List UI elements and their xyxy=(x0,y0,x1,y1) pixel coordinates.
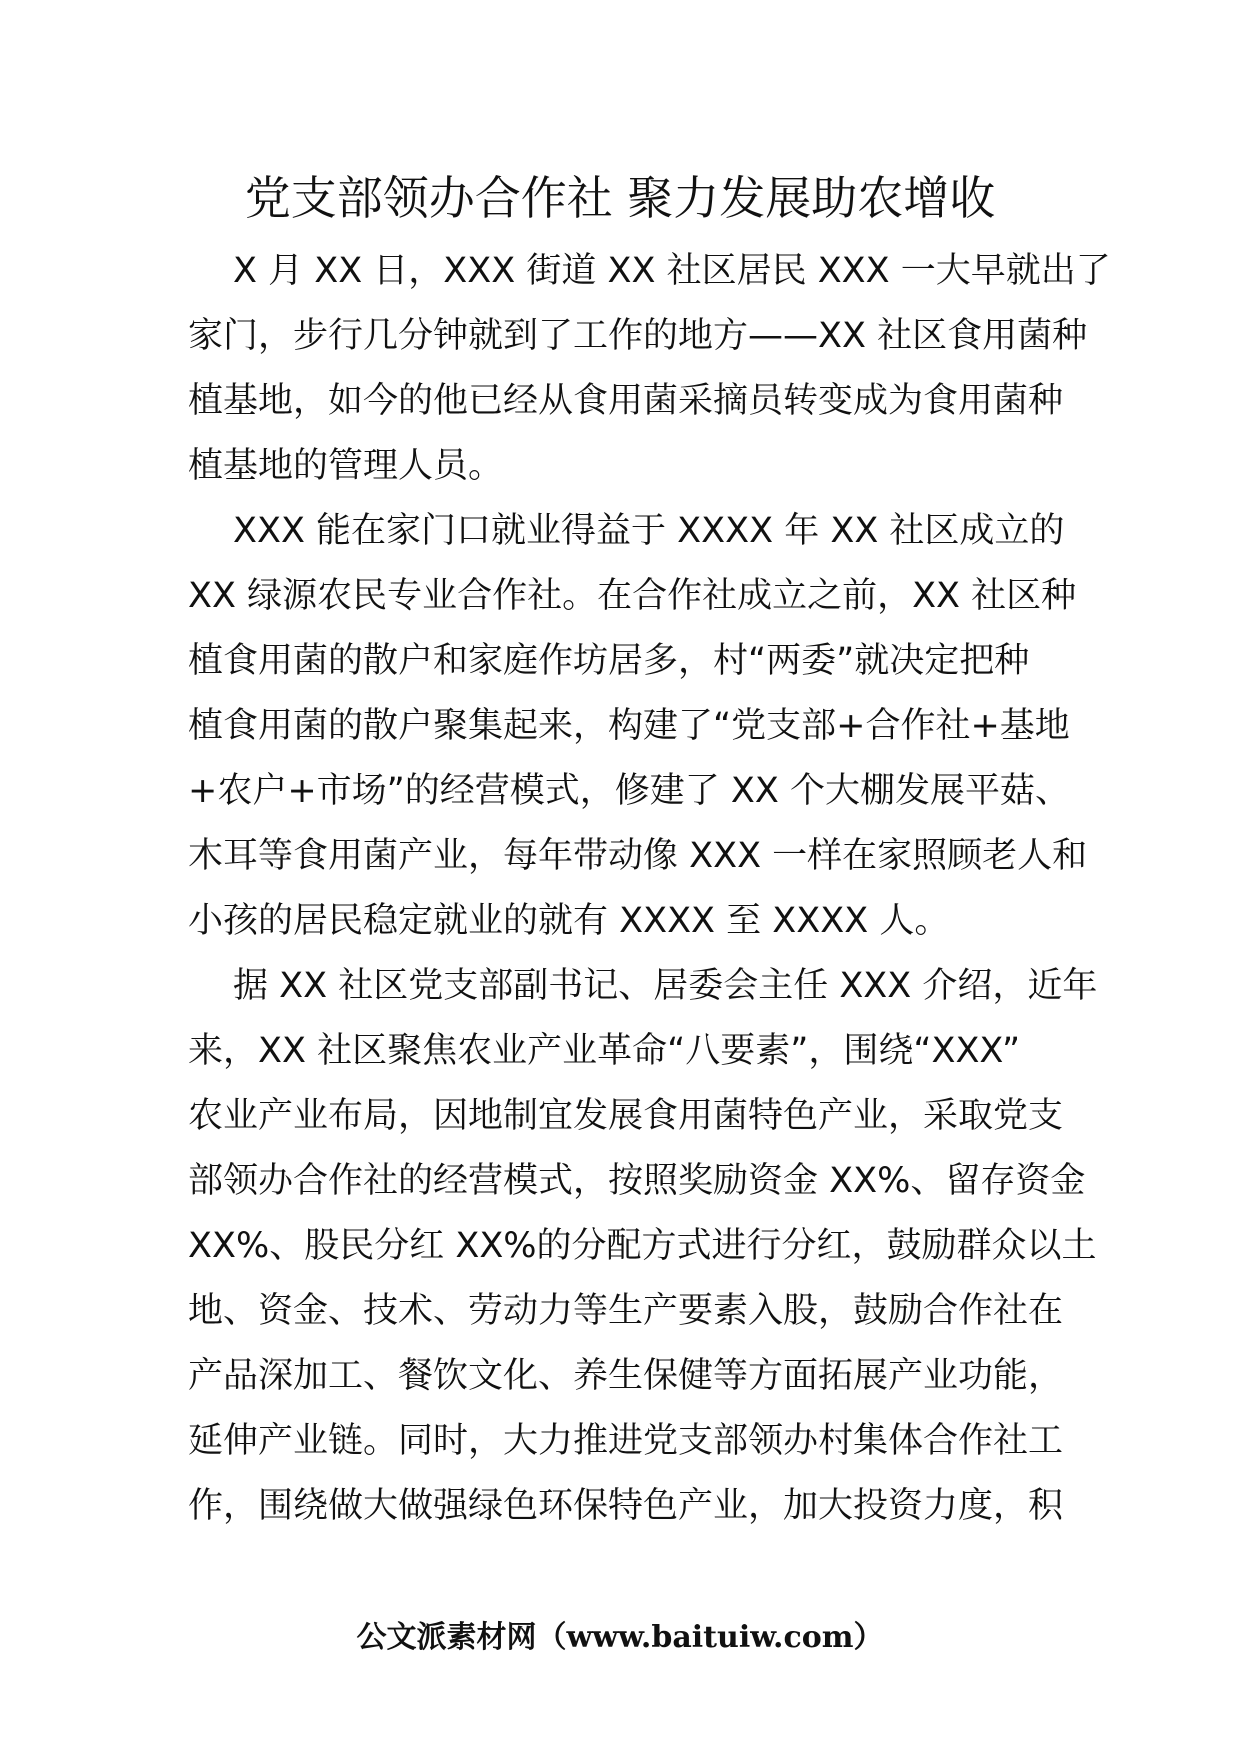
body-line: 植基地的管理人员。 xyxy=(188,446,504,486)
body-line: 产品深加工、餐饮文化、养生保健等方面拓展产业功能， xyxy=(188,1356,1064,1396)
body-line: X 月 XX 日，XXX 街道 XX 社区居民 XXX 一大早就出了 xyxy=(233,251,1111,291)
body-line: 植食用菌的散户和家庭作坊居多，村“两委”就决定把种 xyxy=(188,641,1030,681)
body-line: 地、资金、技术、劳动力等生产要素入股，鼓励合作社在 xyxy=(188,1291,1064,1331)
body-line: 据 XX 社区党支部副书记、居委会主任 XXX 介绍，近年 xyxy=(233,966,1098,1006)
body-line: XX%、股民分红 XX%的分配方式进行分红，鼓励群众以土 xyxy=(188,1226,1097,1266)
footer-watermark-text: 公文派素材网（www.baituiw.com） xyxy=(356,1620,884,1655)
body-line: 来，XX 社区聚焦农业产业革命“八要素”，围绕“XXX” xyxy=(188,1031,1021,1071)
body-line: 家门，步行几分钟就到了工作的地方——XX 社区食用菌种 xyxy=(188,316,1088,356)
body-line: XX 绿源农民专业合作社。在合作社成立之前，XX 社区种 xyxy=(188,576,1077,616)
body-line: 小孩的居民稳定就业的就有 XXXX 至 XXXX 人。 xyxy=(188,901,950,941)
body-line: 木耳等食用菌产业，每年带动像 XXX 一样在家照顾老人和 xyxy=(188,836,1088,876)
body-line: 延伸产业链。同时，大力推进党支部领办村集体合作社工 xyxy=(188,1421,1064,1461)
body-line: 农业产业布局，因地制宜发展食用菌特色产业，采取党支 xyxy=(188,1096,1064,1136)
body-line: XXX 能在家门口就业得益于 XXXX 年 XX 社区成立的 xyxy=(233,511,1065,551)
document-title: 党支部领办合作社 聚力发展助农增收 xyxy=(244,171,996,225)
body-line: 植基地，如今的他已经从食用菌采摘员转变成为食用菌种 xyxy=(188,381,1064,421)
body-line: 作，围绕做大做强绿色环保特色产业，加大投资力度，积 xyxy=(188,1486,1064,1526)
body-line: 植食用菌的散户聚集起来，构建了“党支部+合作社+基地 xyxy=(188,706,1070,746)
body-line: +农户+市场”的经营模式，修建了 XX 个大棚发展平菇、 xyxy=(188,771,1070,811)
body-line: 部领办合作社的经营模式，按照奖励资金 XX%、留存资金 xyxy=(188,1161,1086,1201)
